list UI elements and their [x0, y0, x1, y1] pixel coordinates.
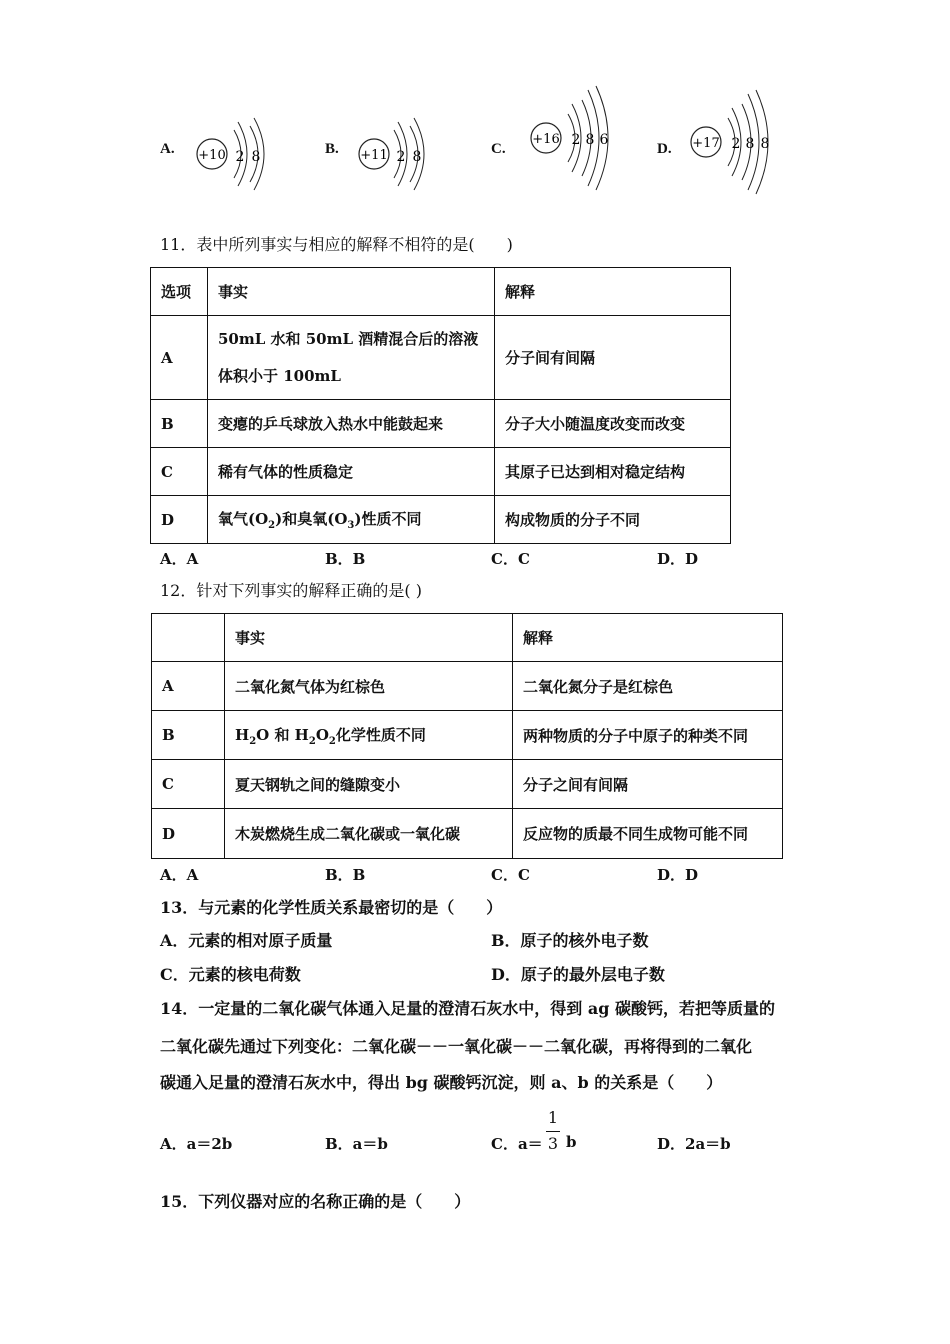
table-header-cell: 解释 [513, 614, 783, 662]
explanation-cell: 分子间有间隔 [495, 316, 731, 400]
shell-electrons: 2 [235, 149, 245, 165]
fact-cell: 夏天钢轨之间的缝隙变小 [225, 760, 513, 809]
option-cell: B [151, 400, 208, 448]
q13-option-c: C．元素的核电荷数 [160, 965, 301, 984]
q14-stem-line: 碳通入足量的澄清石灰水中，得出 bg 碳酸钙沉淀，则 a、b 的关系是（ ） [160, 1073, 723, 1092]
q14-option-a: A．a＝2b [160, 1135, 233, 1153]
shell-electrons: 2 [731, 136, 741, 152]
q10-option-letter: B. [325, 141, 339, 157]
fact-text: O 和 H [256, 725, 309, 744]
nucleus-charge: +11 [360, 148, 388, 163]
explanation-cell: 分子大小随温度改变而改变 [495, 400, 731, 448]
table-row [152, 662, 783, 711]
fact-cell: 木炭燃烧生成二氧化碳或一氧化碳 [225, 809, 513, 859]
q11-answer-a: A．A [160, 550, 199, 568]
q11-stem: 11．表中所列事实与相应的解释不相符的是( ) [160, 235, 513, 254]
q12-stem: 12．针对下列事实的解释正确的是( ) [160, 581, 422, 600]
nucleus-charge: +10 [198, 148, 226, 163]
q10-option-letter: D. [657, 141, 672, 157]
fact-cell: 变瘪的乒乓球放入热水中能鼓起来 [208, 400, 495, 448]
nucleus-charge: +17 [692, 136, 720, 151]
q14-option-d: D．2a＝b [657, 1135, 731, 1153]
fraction-numerator: 1 [547, 1108, 559, 1127]
shell-electrons: 8 [745, 136, 755, 152]
atom-diagram-icon [354, 112, 434, 196]
option-cell: C [152, 760, 225, 809]
table-header-row [152, 614, 783, 662]
q11-answer-b: B．B [325, 550, 366, 568]
table-row [151, 448, 731, 496]
atom-diagram-icon [686, 84, 786, 196]
fact-cell: 二氧化氮气体为红棕色 [225, 662, 513, 711]
table-row [152, 809, 783, 859]
explanation-cell: 二氧化氮分子是红棕色 [513, 662, 783, 711]
subscript: 2 [328, 735, 336, 747]
option-cell: D [151, 496, 208, 544]
subscript: 3 [347, 520, 355, 531]
q14-option-c-prefix: C．a＝ [491, 1135, 543, 1153]
q14-stem-line: 二氧化碳先通过下列变化：二氧化碳－－一氧化碳－－二氧化碳，再将得到的二氧化 [160, 1037, 753, 1056]
q12-answer-c: C．C [491, 866, 530, 884]
q13-option-b: B．原子的核外电子数 [491, 931, 649, 950]
explanation-cell: 构成物质的分子不同 [495, 496, 731, 544]
fact-cell [208, 316, 495, 400]
shell-electrons: 2 [571, 132, 581, 148]
fact-text: )和臭氧(O [275, 510, 348, 528]
q14-stem-line: 14．一定量的二氧化碳气体通入足量的澄清石灰水中，得到 ag 碳酸钙，若把等质量的 [160, 999, 775, 1018]
atom-diagram-icon [524, 80, 624, 192]
option-cell: D [152, 809, 225, 859]
q11-table [150, 267, 731, 544]
q13-stem: 13．与元素的化学性质关系最密切的是（ ） [160, 898, 503, 917]
q13-option-d: D．原子的最外层电子数 [491, 965, 665, 984]
table-row [152, 760, 783, 809]
shell-electrons: 8 [251, 149, 261, 165]
explanation-cell: 分子之间有间隔 [513, 760, 783, 809]
explanation-cell: 反应物的质最不同生成物可能不同 [513, 809, 783, 859]
table-row [151, 400, 731, 448]
fact-text: 氧气(O [218, 510, 269, 528]
option-cell: C [151, 448, 208, 496]
subscript: 2 [268, 520, 276, 531]
fact-cell [225, 711, 513, 760]
shell-electrons: 8 [585, 132, 595, 148]
option-cell: B [152, 711, 225, 760]
fraction-bar [546, 1131, 560, 1132]
table-row [152, 711, 783, 760]
q10-option-letter: C. [491, 141, 506, 157]
table-header-row [151, 268, 731, 316]
q12-answer-a: A．A [160, 866, 199, 884]
fact-text: )性质不同 [354, 510, 422, 528]
fact-text: O [315, 725, 329, 744]
shell-electrons: 8 [760, 136, 770, 152]
option-cell: A [152, 662, 225, 711]
q15-stem: 15．下列仪器对应的名称正确的是（ ） [160, 1192, 471, 1211]
explanation-cell: 两种物质的分子中原子的种类不同 [513, 711, 783, 760]
q12-answer-d: D．D [657, 866, 699, 884]
table-header-cell: 解释 [495, 268, 731, 316]
q13-option-a: A．元素的相对原子质量 [160, 931, 333, 950]
table-header-cell: 事实 [208, 268, 495, 316]
fraction-denominator: 3 [547, 1134, 559, 1153]
table-header-cell [152, 614, 225, 662]
q10-option-letter: A. [160, 141, 175, 157]
explanation-cell: 其原子已达到相对稳定结构 [495, 448, 731, 496]
fact-line: 体积小于 100mL [218, 366, 341, 385]
table-row [151, 316, 731, 400]
table-row [151, 496, 731, 544]
table-header-cell: 事实 [225, 614, 513, 662]
atom-diagram-icon [190, 112, 270, 196]
fact-line: 50mL 水和 50mL 酒精混合后的溶液 [218, 329, 479, 348]
option-cell: A [151, 316, 208, 400]
shell-electrons: 2 [396, 149, 406, 165]
subscript: 2 [249, 735, 257, 747]
q11-answer-d: D．D [657, 550, 699, 568]
q12-answer-b: B．B [325, 866, 366, 884]
q11-answer-c: C．C [491, 550, 530, 568]
q12-table [151, 613, 783, 859]
shell-electrons: 6 [599, 132, 609, 148]
shell-electrons: 8 [412, 149, 422, 165]
q14-option-c-suffix: b [566, 1133, 577, 1151]
fact-text: 化学性质不同 [335, 725, 426, 744]
table-header-cell: 选项 [151, 268, 208, 316]
fact-cell [208, 496, 495, 544]
subscript: 2 [308, 735, 316, 747]
fact-cell: 稀有气体的性质稳定 [208, 448, 495, 496]
nucleus-charge: +16 [532, 132, 560, 147]
fact-text: H [235, 725, 250, 744]
q14-option-b: B．a＝b [325, 1135, 388, 1153]
